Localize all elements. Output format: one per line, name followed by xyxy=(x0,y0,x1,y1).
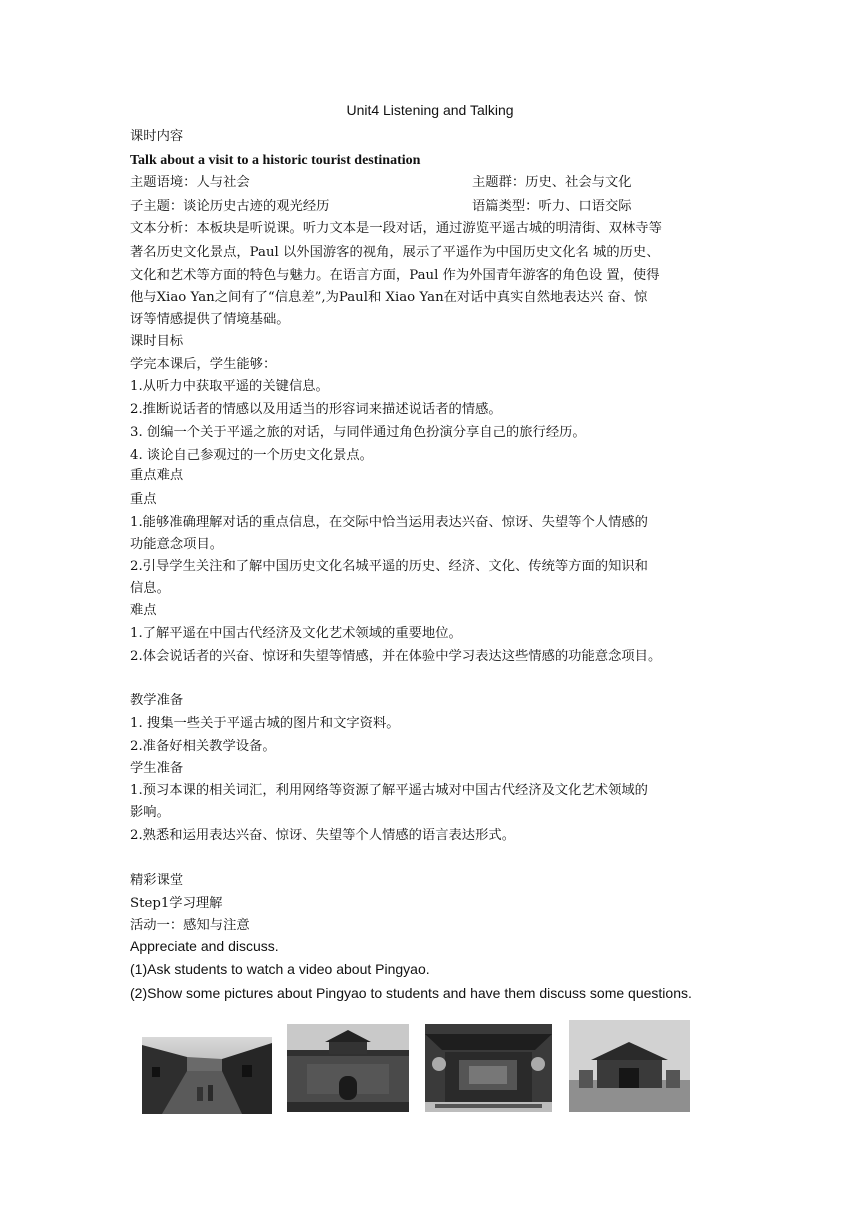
pingyao-city-wall-photo xyxy=(287,1024,409,1112)
section-heading-key-difficult: 重点难点 xyxy=(130,468,184,483)
key-point-line: 功能意念项目。 xyxy=(130,537,224,552)
pingyao-temple-facade-photo xyxy=(425,1024,552,1112)
student-prep-line: 2.熟悉和运用表达兴奋、惊讶、失望等个人情感的语言表达形式。 xyxy=(130,828,515,843)
text-analysis-line: 讶等情感提供了情境基础。 xyxy=(130,312,290,327)
section-heading-class: 精彩课堂 xyxy=(130,873,184,888)
text-analysis-line: 文本分析：本板块是听说课。听力文本是一段对话，通过游览平遥古城的明清街、双林寺等 xyxy=(130,221,662,236)
activity-instruction: Appreciate and discuss. xyxy=(130,938,279,954)
key-point-line: 信息。 xyxy=(130,581,170,596)
step-heading: Step1学习理解 xyxy=(130,896,223,911)
teaching-prep-item: 2.准备好相关教学设备。 xyxy=(130,739,276,754)
text-analysis-line: 著名历史文化景点，Paul 以外国游客的视角，展示了平遥作为中国历史文化名 城的历史、 xyxy=(130,245,660,260)
objective-item: 4. 谈论自己参观过的一个历史文化景点。 xyxy=(130,448,373,463)
section-heading-student-prep: 学生准备 xyxy=(130,761,184,776)
objective-item: 3. 创编一个关于平遥之旅的对话，与同伴通过角色扮演分享自己的旅行经历。 xyxy=(130,425,586,440)
key-point-line: 2.引导学生关注和了解中国历史文化名城平遥的历史、经济、文化、传统等方面的知识和 xyxy=(130,559,648,574)
objectives-intro: 学完本课后，学生能够： xyxy=(130,357,277,372)
objective-item: 1.从听力中获取平遥的关键信息。 xyxy=(130,379,329,394)
section-heading-objectives: 课时目标 xyxy=(130,334,184,349)
pingyao-temple-gate-photo xyxy=(569,1020,690,1112)
sub-theme: 子主题：谈论历史古迹的观光经历 xyxy=(130,199,330,214)
difficult-point-line: 2.体会说话者的兴奋、惊讶和失望等情感，并在体验中学习表达这些情感的功能意念项目。 xyxy=(130,649,662,664)
text-analysis-line: 文化和艺术等方面的特色与魅力。在语言方面，Paul 作为外国青年游客的角色设 置，使得 xyxy=(130,268,660,283)
teaching-prep-item: 1. 搜集一些关于平遥古城的图片和文字资料。 xyxy=(130,716,400,731)
student-prep-line: 影响。 xyxy=(130,805,170,820)
activity-step: (2)Show some pictures about Pingyao to students and have them discuss some questions. xyxy=(130,985,692,1001)
subheading-difficult-points: 难点 xyxy=(130,603,157,618)
text-type: 语篇类型：听力、口语交际 xyxy=(472,199,632,214)
difficult-point-line: 1.了解平遥在中国古代经济及文化艺术领域的重要地位。 xyxy=(130,626,462,641)
text-analysis-line: 他与Xiao Yan之间有了“信息差”,为Paul和 Xiao Yan在对话中真实自然地表达兴 奋、惊 xyxy=(130,290,648,305)
page-title: Unit4 Listening and Talking xyxy=(346,102,514,118)
pingyao-street-photo xyxy=(142,1037,272,1114)
key-point-line: 1.能够准确理解对话的重点信息，在交际中恰当运用表达兴奋、惊讶、失望等个人情感的 xyxy=(130,515,648,530)
student-prep-line: 1.预习本课的相关词汇，利用网络等资源了解平遥古城对中国古代经济及文化艺术领域的 xyxy=(130,783,648,798)
theme-context: 主题语境：人与社会 xyxy=(130,175,250,190)
section-heading-lesson-content: 课时内容 xyxy=(130,129,184,144)
section-heading-teaching-prep: 教学准备 xyxy=(130,693,184,708)
activity-heading: 活动一：感知与注意 xyxy=(130,918,250,933)
subheading-key-points: 重点 xyxy=(130,492,157,507)
lesson-topic: Talk about a visit to a historic tourist destination xyxy=(130,153,421,168)
theme-group: 主题群：历史、社会与文化 xyxy=(472,175,632,190)
objective-item: 2.推断说话者的情感以及用适当的形容词来描述说话者的情感。 xyxy=(130,402,502,417)
photo-strip xyxy=(140,1020,700,1115)
activity-step: (1)Ask students to watch a video about Pingyao. xyxy=(130,961,430,977)
